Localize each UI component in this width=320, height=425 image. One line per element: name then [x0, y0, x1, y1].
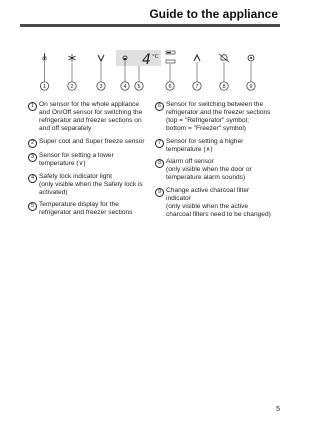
legend-item [28, 173, 156, 197]
legend-number: 3 [28, 153, 37, 162]
legend-number: 2 [28, 139, 37, 148]
legend-right-column [155, 101, 283, 223]
legend-item [155, 187, 283, 219]
legend-number: 6 [155, 102, 164, 111]
legend-item [28, 138, 156, 148]
legend-left-column [28, 101, 156, 222]
power-icon[interactable] [43, 53, 46, 60]
legend-number: 7 [155, 139, 164, 148]
temperature-value: 4 [142, 52, 151, 68]
legend-number: 9 [155, 188, 164, 197]
callout-number: 5 [137, 84, 141, 90]
legend-item [155, 101, 283, 133]
legend-number: 8 [155, 159, 164, 168]
legend-item [155, 138, 283, 154]
callout-number: 7 [195, 84, 199, 90]
legend-item [28, 152, 156, 168]
callout-number: 9 [249, 84, 253, 90]
callout-number: 2 [70, 84, 74, 90]
temperature-unit: °C [152, 54, 159, 60]
legend-text: Alarm off sensor (only visible when the door or temperature alarm sounds) [166, 158, 252, 181]
callout-number: 6 [168, 84, 172, 90]
legend-item [28, 101, 156, 133]
legend-item [155, 158, 283, 182]
legend-number: 1 [28, 102, 37, 111]
alarm-off-icon[interactable] [219, 54, 229, 62]
legend-number: 4 [28, 174, 37, 183]
page-number: 5 [276, 406, 280, 413]
snowflake-icon[interactable] [69, 54, 76, 62]
callout-number: 3 [99, 84, 103, 90]
chevron-up-icon[interactable] [194, 55, 200, 61]
callout-number: 1 [42, 84, 47, 90]
compartment-select-icon[interactable] [166, 51, 175, 63]
callout-number: 8 [222, 84, 226, 90]
legend-item [28, 201, 156, 217]
legend-number: 5 [28, 202, 37, 211]
header-rule [20, 24, 280, 27]
page-title: Guide to the appliance [149, 7, 278, 21]
control-panel-diagram [0, 40, 300, 95]
legend-text: Safety lock indicator light (only visible when the Safety lock is activated) [39, 172, 143, 196]
legend-text: Sensor for switching between the refrigerator and the freezer sections (top = "Refrigerator" symbol; bottom = "Freezer" symbol) [166, 101, 271, 132]
legend-text: Change active charcoal filter indicator (only visible when the active charcoal filters need to be changed) [166, 186, 271, 218]
legend-text: On sensor for the whole appliance and On/Off sensor for switching the refrigerator and freezer sections on and off separately [39, 101, 143, 132]
legend-text: Super cool and Super freeze sensor [39, 137, 145, 145]
chevron-down-icon[interactable] [98, 55, 104, 61]
legend-text: Sensor for setting a lower temperature (∨) [39, 152, 114, 167]
legend-text: Temperature display for the refrigerator and freezer sections [39, 201, 133, 216]
charcoal-filter-icon[interactable] [248, 55, 254, 61]
callout-number: 4 [123, 84, 127, 90]
legend-text: Sensor for setting a higher temperature (∧) [166, 137, 244, 153]
